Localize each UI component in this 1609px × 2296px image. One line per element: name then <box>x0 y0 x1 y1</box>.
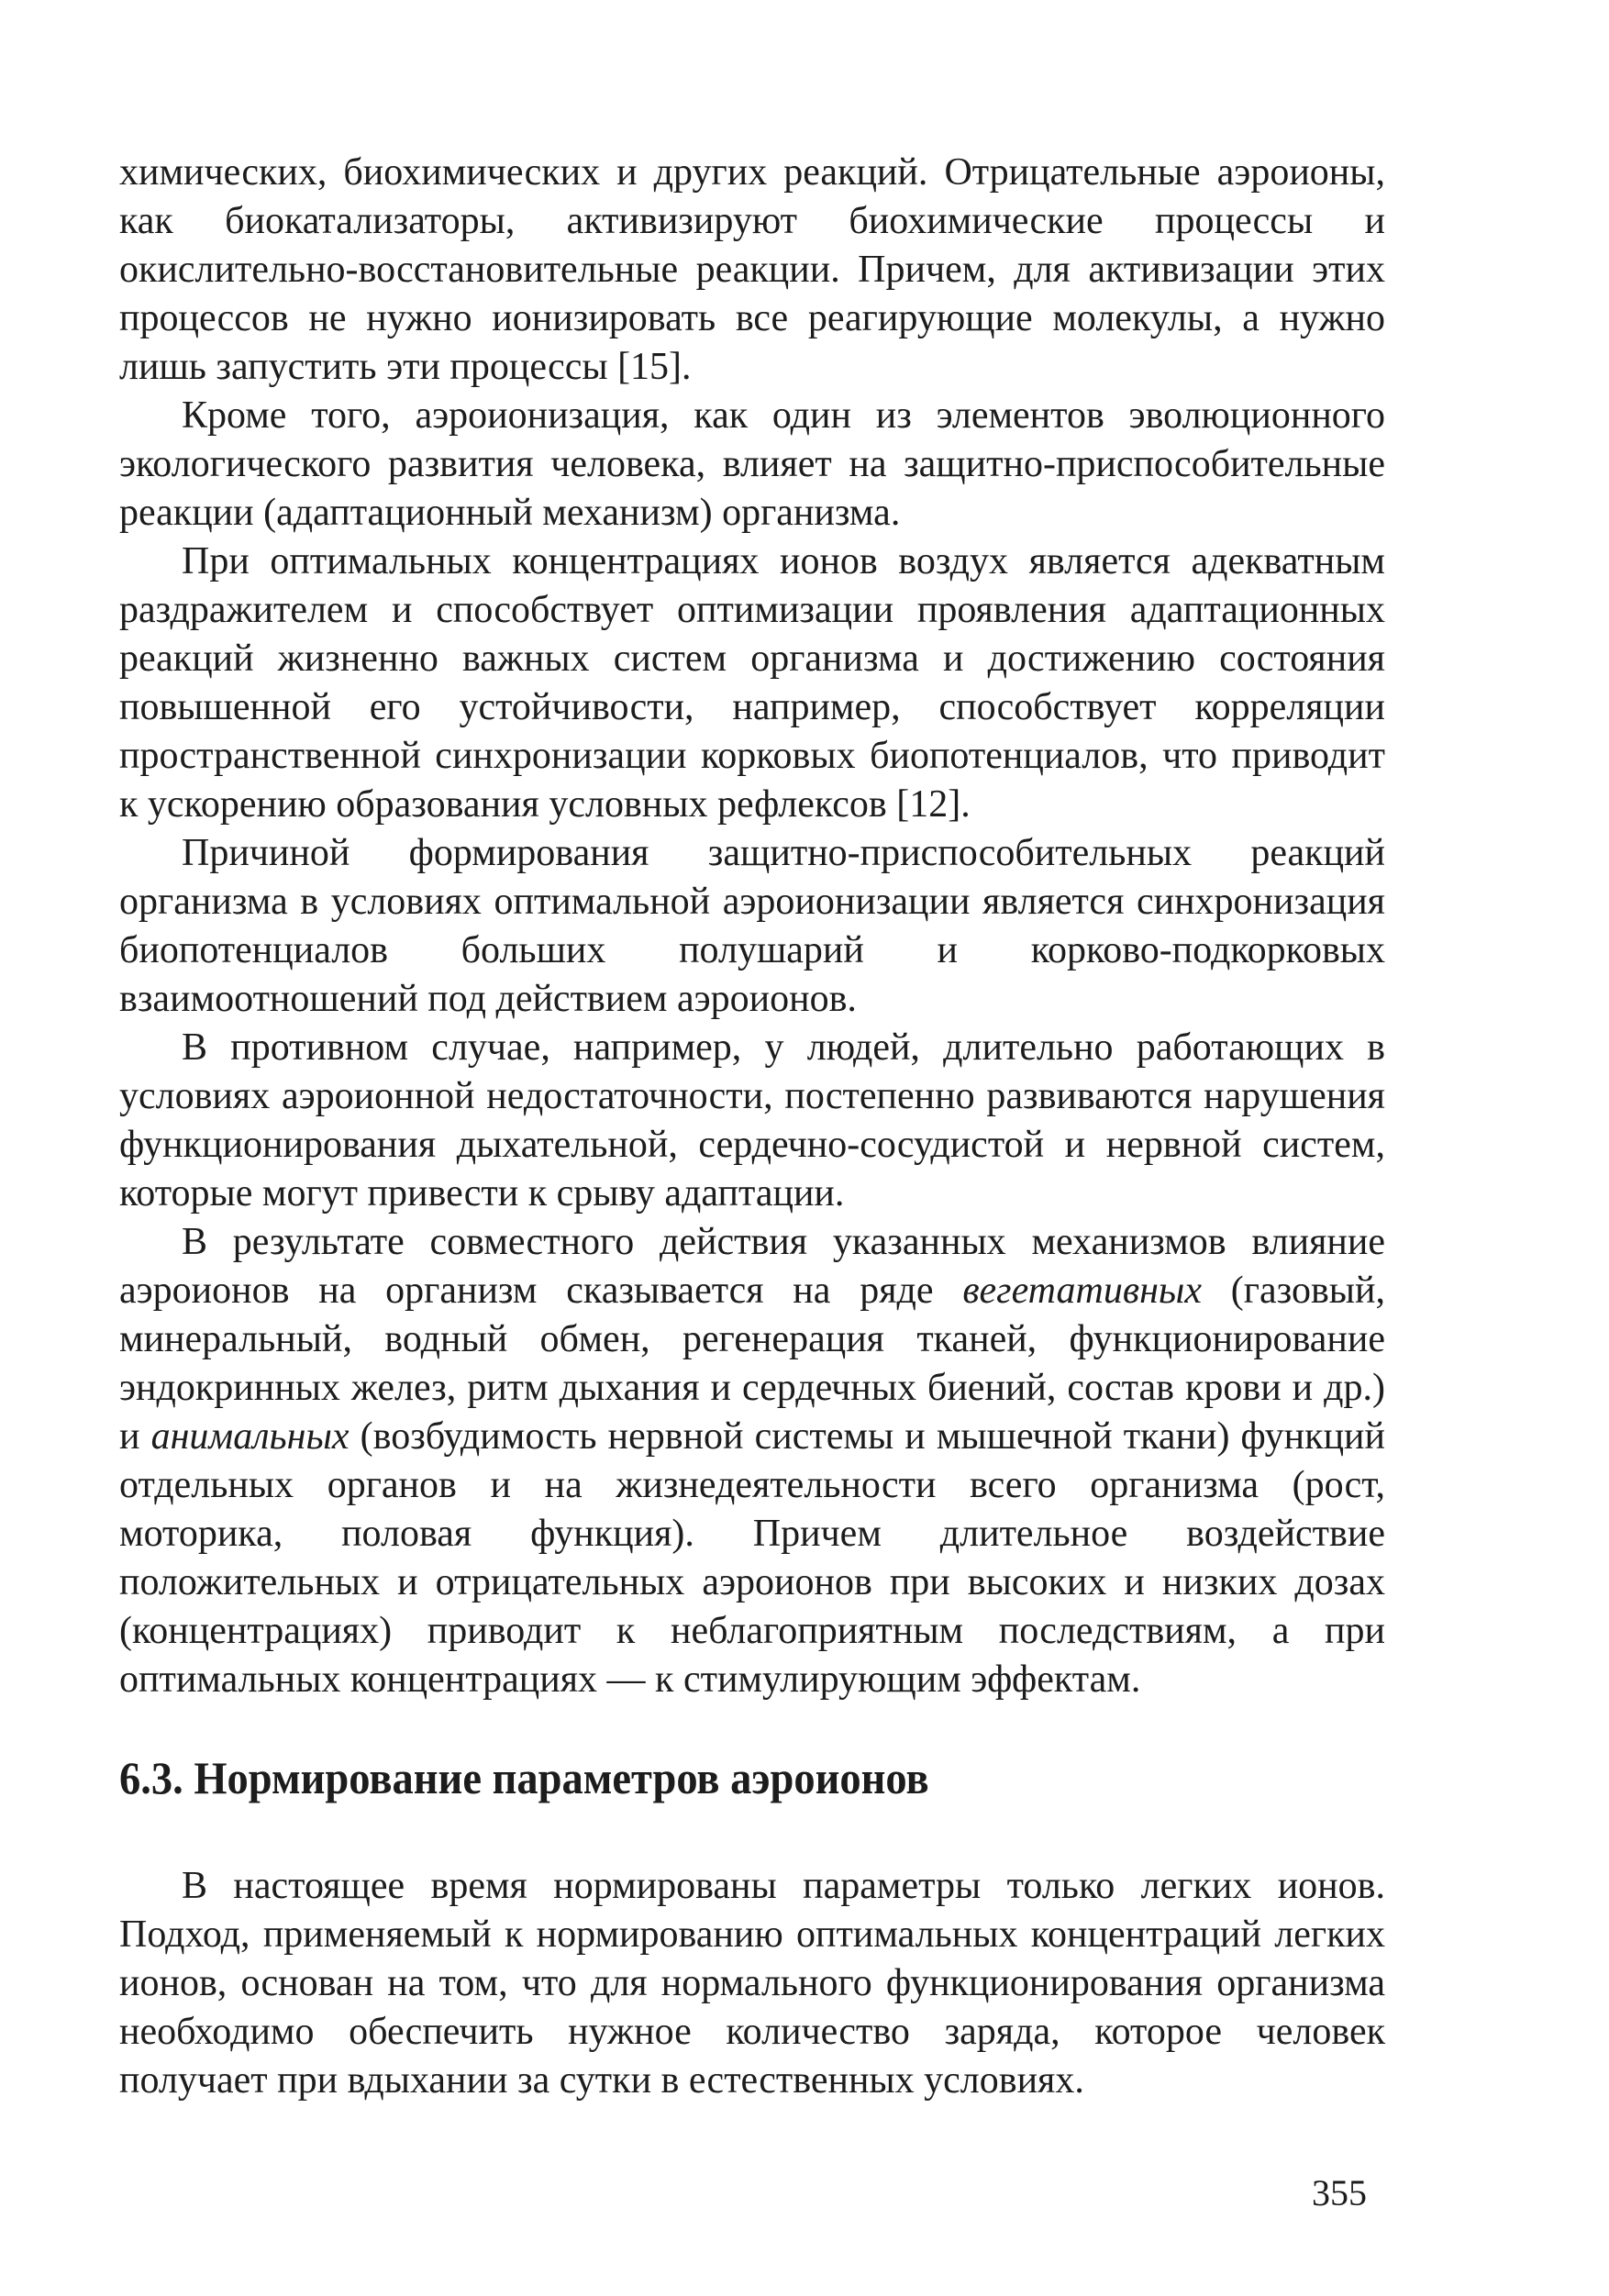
paragraph-6-text-3: (возбудимость нервной системы и мышечной ткани) функций отдельных органов и на жизнедеятельности всего организма (рост, моторика, половая функция). Причем длительное воздействие положительных и отрицательных аэроионов при высоких и низких дозах (концентрациях) приводит к неблагоприятным последствиям, а при оптимальных концентрациях — к стимулирующим эффектам. <box>119 1415 1385 1701</box>
paragraph-6 <box>119 1218 1385 1704</box>
paragraph-2: Кроме того, аэроионизация, как один из элементов эволюционного экологического развития человека, влияет на защитно-приспособительные реакции (адаптационный механизм) организма. <box>119 394 1385 534</box>
section-heading: 6.3. Нормирование параметров аэроионов <box>119 1752 929 1803</box>
italic-term-animal: анимальных <box>150 1415 350 1458</box>
page-body <box>119 149 1385 2105</box>
paragraph-5: В противном случае, например, у людей, длительно работающих в условиях аэроионной недостаточности, постепенно развиваются нарушения функционирования дыхательной, сердечно-сосудистой и нервной систем, которые могут привести к срыву адаптации. <box>119 1026 1385 1215</box>
page-number: 355 <box>1312 2172 1367 2213</box>
paragraph-6-text-1: В результате совместного действия указанных механизмов влияние аэроионов на организм сказывается на ряде <box>119 1221 1385 1312</box>
paragraph-3: При оптимальных концентрациях ионов воздух является адекватным раздражителем и способствует оптимизации проявления адаптационных реакций жизненно важных систем организма и достижению состояния повышенной его устойчивости, например, способствует корреляции пространственной синхронизации корковых биопотенциалов, что приводит к ускорению образования условных рефлексов [12]. <box>119 540 1385 826</box>
paragraph-1: химических, биохимических и других реакций. Отрицательные аэроионы, как биокатализаторы, активизируют биохимические процессы и окислительно-восстановительные реакции. Причем, для активизации этих процессов не нужно ионизировать все реагирующие молекулы, а нужно лишь запустить эти процессы [15]. <box>119 151 1385 388</box>
paragraph-6-text-2: (газовый, минеральный, водный обмен, регенерация тканей, функционирование эндокринных желез, ритм дыхания и сердечных биений, состав крови и др.) и <box>119 1270 1385 1458</box>
italic-term-vegetative: вегетативных <box>962 1270 1202 1312</box>
paragraph-4: Причиной формирования защитно-приспособительных реакций организма в условиях оптимальной аэроионизации является синхронизация биопотенциалов больших полушарий и корково-подкорковых взаимоотношений под действием аэроионов. <box>119 832 1385 1020</box>
section-paragraph: В настоящее время нормированы параметры только легких ионов. Подход, применяемый к нормированию оптимальных концентраций легких ионов, основан на том, что для нормального функционирования организма необходимо обеспечить нужное количество заряда, которое человек получает при вдыхании за сутки в естественных условиях. <box>119 1865 1385 2102</box>
